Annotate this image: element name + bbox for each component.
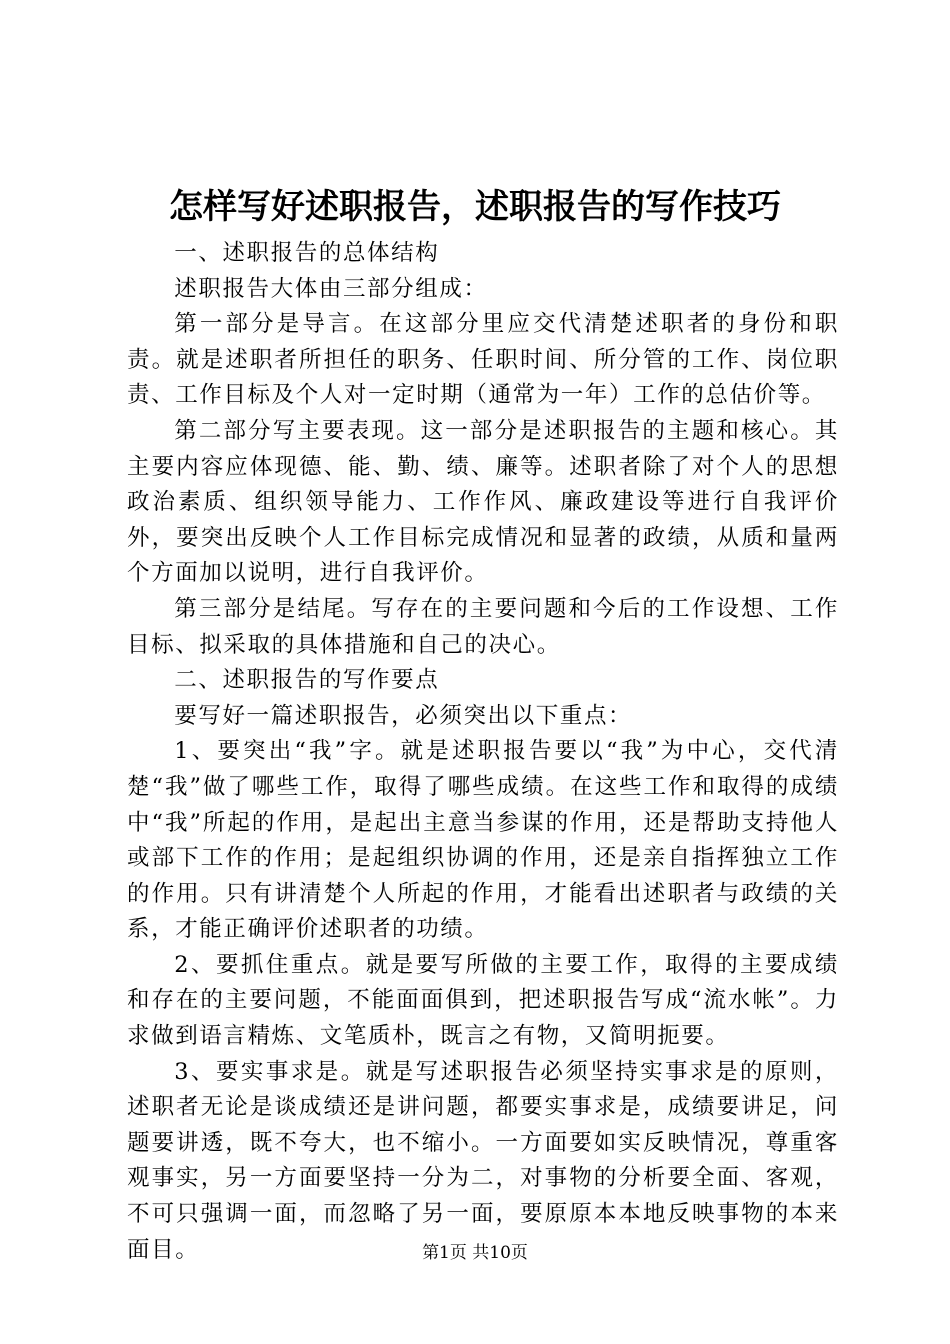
paragraph-point-two: 2、要抓住重点。就是要写所做的主要工作，取得的主要成绩和存在的主要问题，不能面面俱到，把述职报告写成“流水帐”。力求做到语言精炼、文笔质朴，既言之有物，又简明扼要。 — [127, 951, 839, 1050]
paragraph-point-one: 1、要突出“我”字。就是述职报告要以“我”为中心，交代清楚“我”做了哪些工作，取得了哪些成绩。在这些工作和取得的成绩中“我”所起的作用，是起出主意当参谋的作用，还是帮助支持他人或部下工作的作用；是起组织协调的作用，还是亲自指挥独立工作的作用。只有讲清楚个人所起的作用，才能看出述职者与政绩的关系，才能正确评价述职者的功绩。 — [127, 738, 839, 943]
document-body — [127, 236, 839, 1268]
page-number-footer: 第1页 共10页 — [422, 1243, 528, 1263]
paragraph-key-points-intro: 要写好一篇述职报告，必须突出以下重点： — [174, 702, 633, 729]
paragraph-intro: 述职报告大体由三部分组成： — [174, 275, 488, 302]
section-heading-structure: 一、述职报告的总体结构 — [174, 240, 440, 266]
document-title: 怎样写好述职报告，述职报告的写作技巧 — [169, 187, 781, 227]
paragraph-point-three: 3、要实事求是。就是写述职报告必须坚持实事求是的原则，述职者无论是谈成绩还是讲问题，都要实事求是，成绩要讲足，问题要讲透，既不夸大，也不缩小。一方面要如实反映情况，尊重客观事实，另一方面要坚持一分为二，对事物的分析要全面、客观，不可只强调一面，而忽略了另一面，要原原本本地反映事物的本来面目。 — [127, 1058, 839, 1263]
paragraph-part-one: 第一部分是导言。在这部分里应交代清楚述职者的身份和职责。就是述职者所担任的职务、任职时间、所分管的工作、岗位职责、工作目标及个人对一定时期（通常为一年）工作的总估价等。 — [127, 311, 839, 409]
section-heading-key-points: 二、述职报告的写作要点 — [174, 667, 440, 694]
paragraph-part-three: 第三部分是结尾。写存在的主要问题和今后的工作设想、工作目标、拟采取的具体措施和自己的决心。 — [127, 595, 839, 658]
paragraph-part-two: 第二部分写主要表现。这一部分是述职报告的主题和核心。其主要内容应体现德、能、勤、绩、廉等。述职者除了对个人的思想政治素质、组织领导能力、工作作风、廉政建设等进行自我评价外，要突出反映个人工作目标完成情况和显著的政绩，从质和量两个方面加以说明，进行自我评价。 — [127, 417, 839, 587]
